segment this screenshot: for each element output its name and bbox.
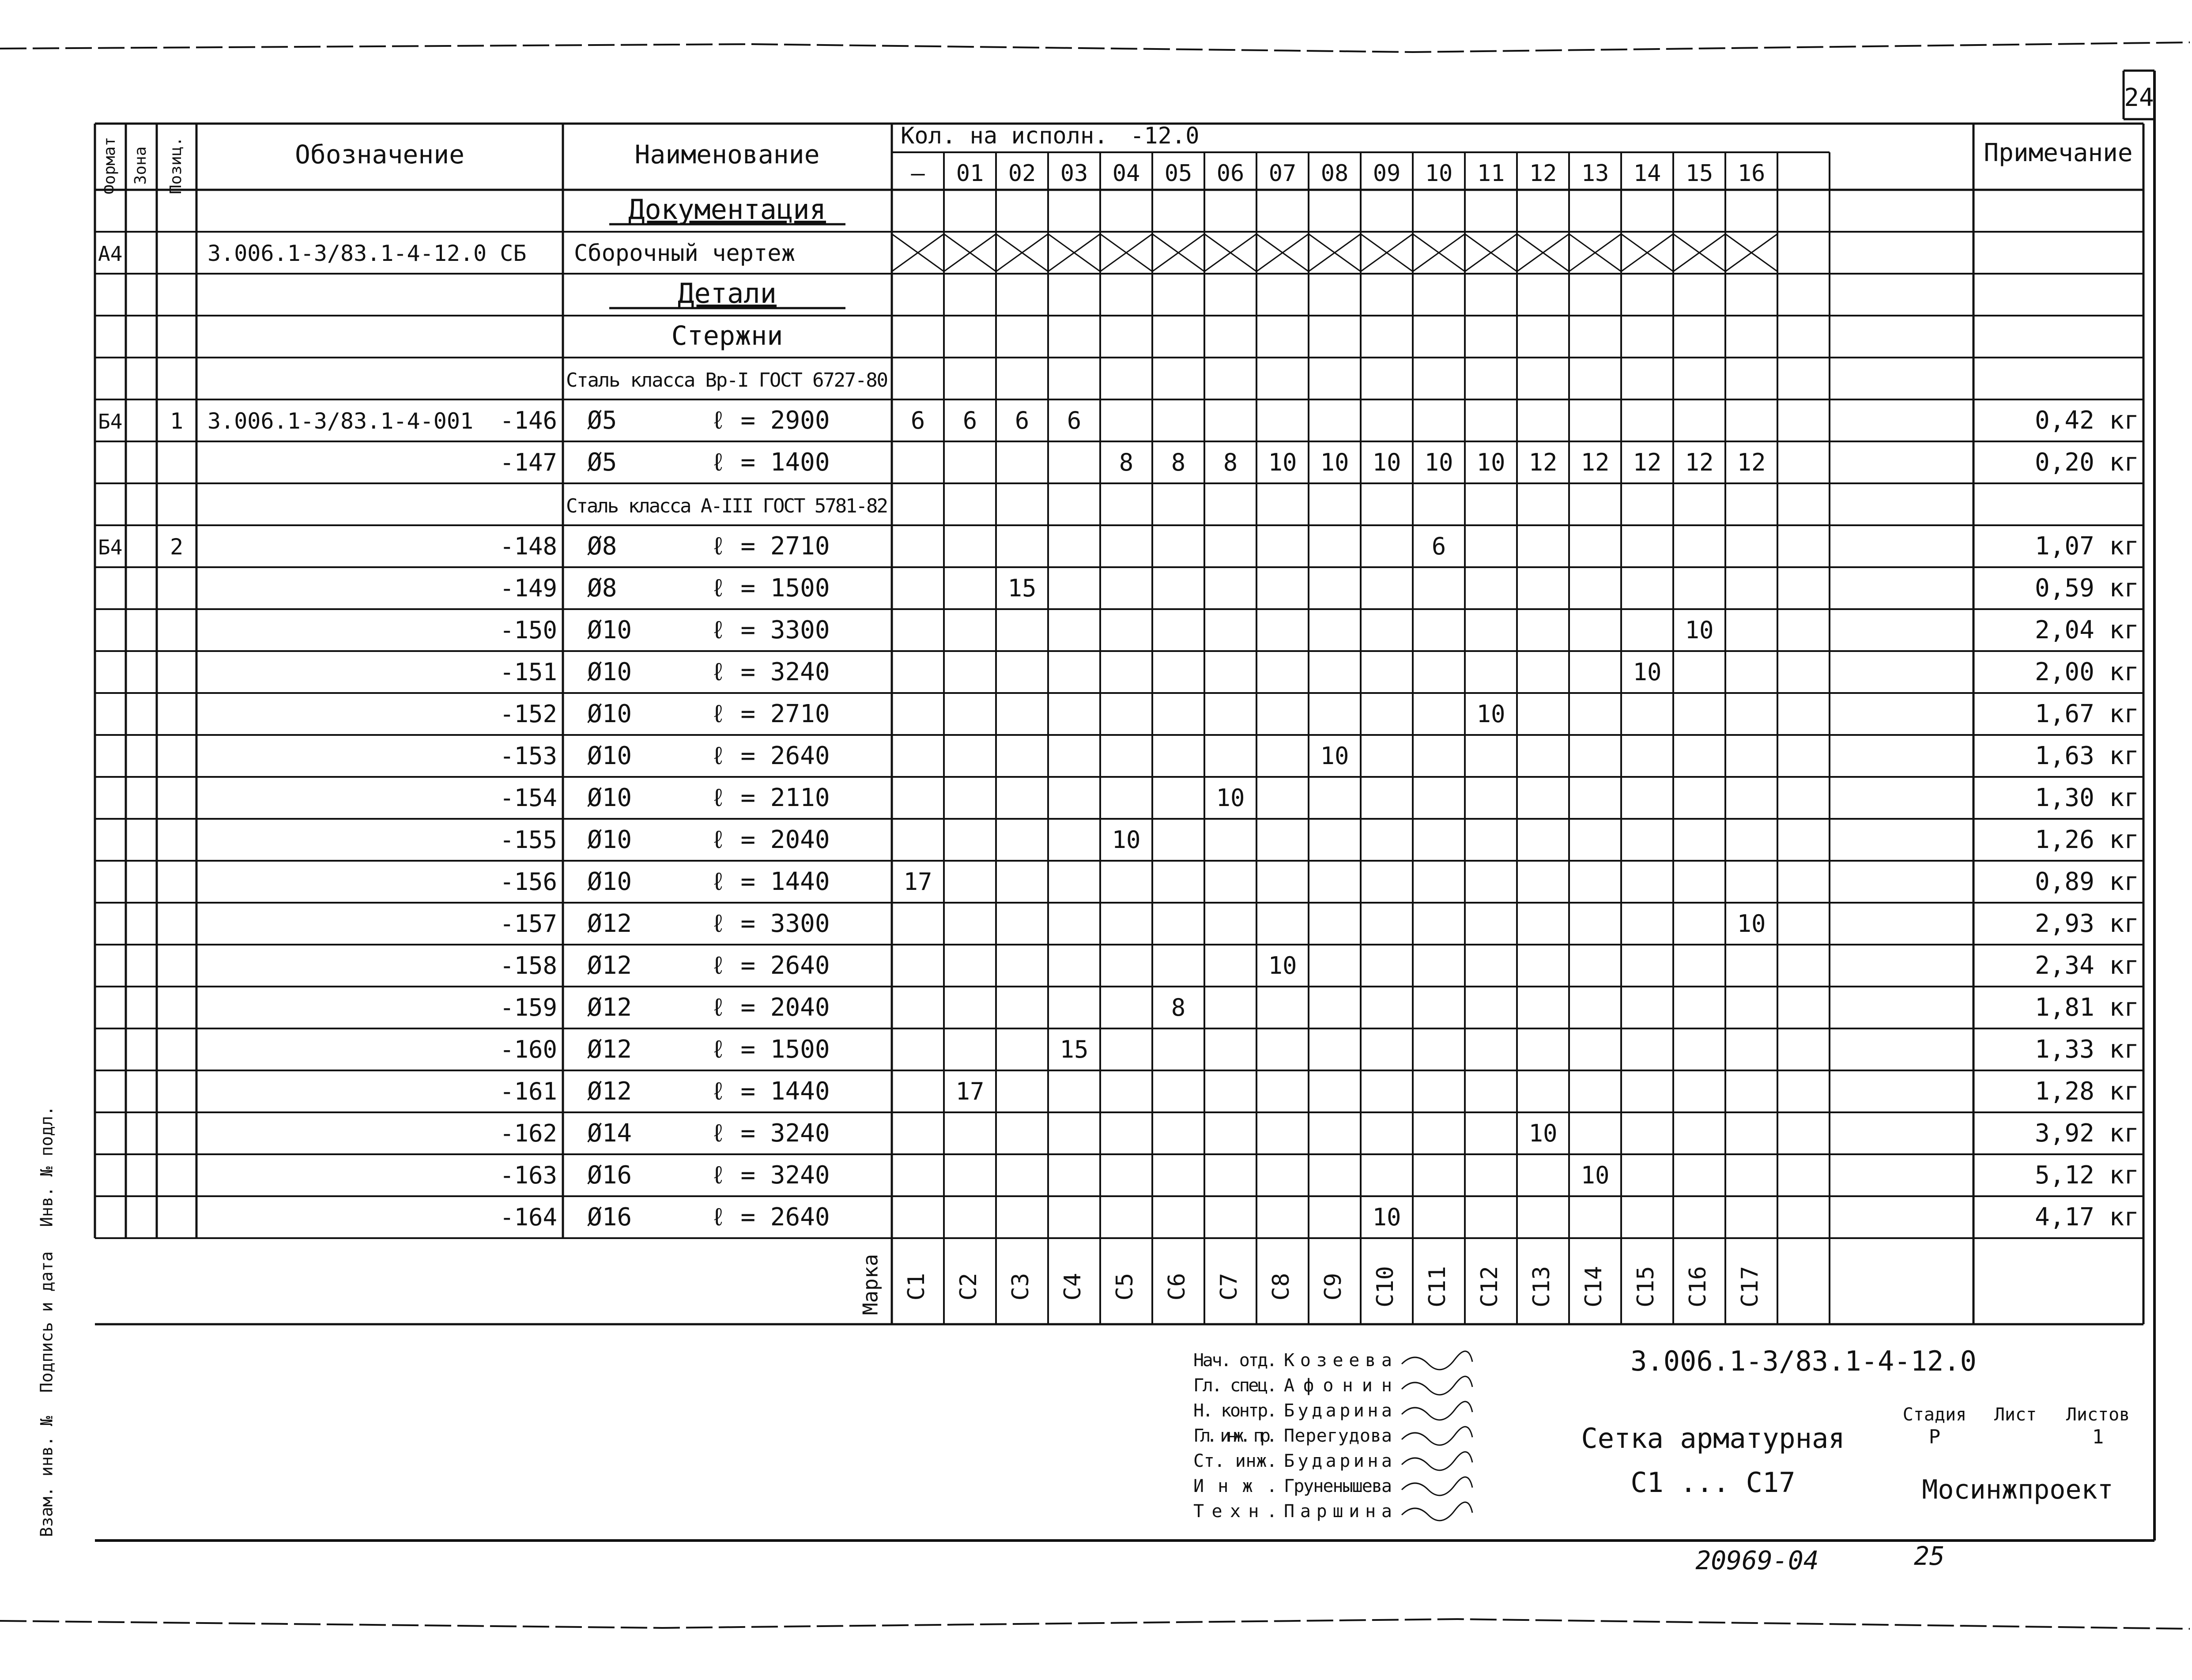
header-note: Примечание [1984, 139, 2133, 167]
section-heading: Детали [678, 277, 777, 309]
row-note: 1,28 кг [2034, 1077, 2139, 1106]
mark-label: С4 [1060, 1273, 1086, 1301]
row-note: 1,67 кг [2034, 700, 2139, 728]
signature-name: Бударина [1284, 1451, 1392, 1471]
row-suffix: -164 [499, 1203, 557, 1231]
stamp-label: Взам. инв. № [37, 1416, 57, 1537]
row-note: 1,30 кг [2034, 783, 2139, 812]
qty-cell: 10 [1268, 448, 1297, 476]
handwritten-signature [1402, 1376, 1472, 1395]
stamp-label: Инв. № подл. [37, 1106, 57, 1227]
qty-cell: 8 [1171, 448, 1186, 476]
row-diameter: Ø8 [587, 532, 617, 561]
mark-label: С2 [955, 1273, 982, 1301]
row-length: ℓ = 2640 [711, 951, 830, 980]
row-suffix: -163 [499, 1161, 557, 1189]
row-length: ℓ = 2110 [711, 783, 830, 812]
qty-cell: 10 [1581, 1161, 1610, 1189]
qty-cell: 10 [1528, 1119, 1558, 1147]
row-diameter: Ø12 [587, 1035, 632, 1064]
row-length: ℓ = 2040 [711, 993, 830, 1022]
qty-cell: 8 [1171, 994, 1186, 1021]
drawing-title: Сетка арматурная [1581, 1422, 1845, 1454]
row-suffix: -150 [499, 616, 557, 644]
row-suffix: -156 [499, 868, 557, 896]
row-suffix: -161 [499, 1077, 557, 1105]
side-stamp [37, 1101, 95, 1541]
row-note: 2,34 кг [2034, 951, 2139, 980]
mark-label: С1 [903, 1273, 930, 1301]
qty-cell: 8 [1223, 448, 1238, 476]
qty-cell: 17 [955, 1077, 985, 1105]
row-diameter: Ø10 [587, 742, 632, 770]
stage-value: Р [1928, 1426, 1941, 1448]
row-note: 5,12 кг [2034, 1161, 2139, 1190]
qty-cell: 6 [1015, 407, 1030, 434]
qty-cell: 8 [1119, 448, 1134, 476]
row-note: 0,42 кг [2034, 406, 2139, 435]
header-vertical-label: Позиц. [167, 136, 185, 195]
row-suffix: -160 [499, 1036, 557, 1063]
mark-label: С12 [1476, 1266, 1503, 1307]
sheet-number: 24 [2124, 83, 2154, 112]
header-vertical-label: Зона [132, 146, 150, 185]
table-grid [95, 124, 2143, 1324]
handwritten-signature [1402, 1401, 1472, 1420]
header-variant: 08 [1320, 160, 1349, 187]
qty-cell: 12 [1581, 448, 1610, 476]
row-suffix: -159 [499, 994, 557, 1021]
row-length: ℓ = 3300 [711, 909, 830, 938]
row-suffix: -154 [499, 784, 557, 812]
qty-cell: 10 [1216, 784, 1245, 812]
row-length: ℓ = 2710 [711, 532, 830, 561]
marks-label: Марка [858, 1254, 883, 1315]
header-qty-suffix: -12.0 [1130, 123, 1200, 149]
subsection-heading: Сталь класса Вр-I ГОСТ 6727-80 [566, 369, 888, 392]
signature-role: Гл. спец. [1193, 1375, 1277, 1396]
mark-label: С15 [1633, 1266, 1659, 1307]
qty-cell: 6 [910, 407, 925, 434]
stamp-label: Подпись и дата [37, 1251, 57, 1393]
row-diameter: Ø10 [587, 700, 632, 728]
header-variant: 07 [1268, 160, 1297, 187]
row-diameter: Ø16 [587, 1203, 632, 1232]
row-note: 1,07 кг [2034, 532, 2139, 561]
sheet-label: Лист [1994, 1405, 2037, 1425]
signature-role: Техн. [1193, 1501, 1277, 1522]
header-variant: 05 [1164, 160, 1192, 187]
header-variant: 14 [1633, 160, 1661, 187]
row-note: 1,63 кг [2034, 742, 2139, 770]
stage-label: Стадия [1902, 1405, 1967, 1425]
header-vertical-label: Формат [101, 136, 119, 195]
signature-role: Нач. отд. [1193, 1350, 1277, 1371]
header-variant: 12 [1529, 160, 1557, 187]
header-variant: 11 [1477, 160, 1505, 187]
mark-label: С9 [1320, 1273, 1347, 1301]
row-length: ℓ = 1500 [711, 574, 830, 603]
row-length: ℓ = 2040 [711, 825, 830, 854]
row-length: ℓ = 3240 [711, 658, 830, 686]
header-variant: 16 [1737, 160, 1766, 187]
drawing-subtitle: С1 ... С17 [1630, 1466, 1796, 1499]
qty-cell: 10 [1685, 616, 1714, 644]
row-diameter: Ø12 [587, 1077, 632, 1106]
row-diameter: Ø5 [587, 448, 617, 477]
row-length: ℓ = 2710 [711, 700, 830, 728]
signature-role: Н. контр. [1193, 1401, 1277, 1421]
row-note: 2,00 кг [2034, 658, 2139, 686]
header-variant: 13 [1581, 160, 1609, 187]
qty-cell: 10 [1424, 448, 1453, 476]
qty-cell: 10 [1476, 700, 1505, 728]
signature-name: Перегудова [1284, 1426, 1392, 1446]
subsection-heading: Стержни [671, 320, 783, 351]
signature-role: Инж. [1193, 1476, 1277, 1496]
qty-cell: 6 [1431, 532, 1446, 560]
qty-cell: 10 [1112, 826, 1141, 854]
row-length: ℓ = 3240 [711, 1161, 830, 1190]
table-content [98, 123, 2139, 1315]
row-length: ℓ = 1500 [711, 1035, 830, 1064]
qty-cell: 15 [1007, 574, 1037, 602]
signature-name: Паршина [1284, 1501, 1392, 1522]
header-variant: – [911, 160, 925, 187]
header-variant: 01 [956, 160, 984, 187]
row-suffix: -151 [499, 658, 557, 686]
organization: Мосинжпроект [1922, 1474, 2113, 1505]
frame [0, 42, 2190, 1629]
row-designation: 3.006.1-3/83.1-4-12.0 СБ [208, 241, 527, 266]
title-block [1190, 1324, 2143, 1541]
row-note: 4,17 кг [2034, 1203, 2139, 1232]
mark-label: С10 [1372, 1266, 1399, 1307]
sheets-label: Листов [2066, 1405, 2130, 1425]
row-diameter: Ø12 [587, 993, 632, 1022]
handwritten-signature [1402, 1502, 1472, 1521]
row-length: ℓ = 3240 [711, 1119, 830, 1148]
sheets-value: 1 [2092, 1426, 2104, 1448]
row-note: 2,93 кг [2034, 909, 2139, 938]
row-diameter: Ø16 [587, 1161, 632, 1190]
header-name: Наименование [634, 139, 820, 170]
header-designation: Обозначение [294, 139, 465, 170]
row-diameter: Ø10 [587, 867, 632, 896]
mark-label: С6 [1164, 1273, 1190, 1301]
header-variant: 04 [1112, 160, 1140, 187]
row-position: 1 [170, 408, 184, 434]
signature-name: Груненышева [1284, 1476, 1392, 1496]
signature-name: Бударина [1284, 1401, 1392, 1421]
mark-label: С8 [1268, 1273, 1294, 1301]
row-note: 1,33 кг [2034, 1035, 2139, 1064]
header-variant: 02 [1008, 160, 1036, 187]
handwritten-signature [1402, 1452, 1472, 1470]
signature-name: Козеева [1284, 1350, 1392, 1371]
signature-role: Ст. инж. [1193, 1451, 1277, 1471]
row-diameter: Ø10 [587, 825, 632, 854]
row-suffix: -148 [499, 532, 557, 560]
row-note: 0,20 кг [2034, 448, 2139, 477]
header-variant: 10 [1425, 160, 1453, 187]
mark-label: С13 [1528, 1266, 1555, 1307]
row-suffix: -155 [499, 826, 557, 854]
qty-cell: 12 [1633, 448, 1662, 476]
row-format: Б4 [98, 535, 123, 559]
row-diameter: Ø5 [587, 406, 617, 435]
qty-cell: 12 [1528, 448, 1558, 476]
row-format: А4 [98, 242, 123, 266]
mark-label: С3 [1007, 1273, 1034, 1301]
row-diameter: Ø10 [587, 616, 632, 644]
drawing-code: 3.006.1-3/83.1-4-12.0 [1630, 1345, 1977, 1377]
qty-cell: 10 [1268, 952, 1297, 979]
row-note: 0,59 кг [2034, 574, 2139, 603]
row-note: 3,92 кг [2034, 1119, 2139, 1148]
row-note: 0,89 кг [2034, 867, 2139, 896]
row-suffix: -157 [499, 910, 557, 938]
qty-cell: 6 [962, 407, 977, 434]
row-diameter: Ø12 [587, 909, 632, 938]
header-variant: 15 [1685, 160, 1713, 187]
subsection-heading: Сталь класса А-III ГОСТ 5781-82 [566, 495, 888, 517]
qty-cell: 10 [1476, 448, 1505, 476]
qty-cell: 6 [1067, 407, 1082, 434]
row-length: ℓ = 1440 [711, 1077, 830, 1106]
qty-cell: 10 [1372, 1203, 1401, 1231]
section-heading: Документация [628, 193, 826, 226]
row-length: ℓ = 2640 [711, 1203, 830, 1232]
header-variant: 03 [1060, 160, 1088, 187]
mark-label: С17 [1737, 1266, 1763, 1307]
row-suffix: -158 [499, 952, 557, 979]
qty-cell: 12 [1685, 448, 1714, 476]
row-note: 2,04 кг [2034, 616, 2139, 644]
qty-cell: 15 [1060, 1036, 1089, 1063]
header-variant: 09 [1373, 160, 1401, 187]
row-suffix: -153 [499, 742, 557, 770]
row-diameter: Ø8 [587, 574, 617, 603]
row-format: Б4 [98, 410, 123, 433]
row-suffix: -146 [499, 407, 557, 434]
row-position: 2 [170, 534, 184, 560]
mark-label: С5 [1112, 1273, 1138, 1301]
row-designation: 3.006.1-3/83.1-4-001 [208, 408, 474, 434]
qty-cell: 10 [1633, 658, 1662, 686]
qty-cell: 10 [1320, 448, 1349, 476]
row-suffix: -149 [499, 574, 557, 602]
row-length: ℓ = 3300 [711, 616, 830, 644]
row-length: ℓ = 2640 [711, 742, 830, 770]
row-diameter: Ø14 [587, 1119, 632, 1148]
row-suffix: -162 [499, 1119, 557, 1147]
handwritten-signature [1402, 1351, 1472, 1370]
qty-cell: 10 [1737, 910, 1766, 938]
row-note: 1,26 кг [2034, 825, 2139, 854]
row-length: ℓ = 1400 [711, 448, 830, 477]
row-length: ℓ = 1440 [711, 867, 830, 896]
row-suffix: -147 [499, 448, 557, 476]
header-variant: 06 [1216, 160, 1245, 187]
row-diameter: Ø10 [587, 783, 632, 812]
qty-cell: 10 [1320, 742, 1349, 770]
row-note: 1,81 кг [2034, 993, 2139, 1022]
handwritten-signature [1402, 1477, 1472, 1495]
row-name: Сборочный чертеж [574, 240, 795, 267]
signature-role: Гл. инж. пр. [1193, 1426, 1277, 1446]
handwritten-signature [1402, 1427, 1472, 1445]
header-qty-label: Кол. на исполн. [901, 123, 1108, 149]
mark-label: С7 [1216, 1273, 1242, 1301]
row-suffix: -152 [499, 700, 557, 728]
footer-number: 20969-04 [1695, 1545, 1819, 1575]
row-diameter: Ø10 [587, 658, 632, 686]
mark-label: С14 [1581, 1266, 1607, 1307]
row-diameter: Ø12 [587, 951, 632, 980]
row-length: ℓ = 2900 [711, 406, 830, 435]
footer-page: 25 [1914, 1541, 1945, 1571]
mark-label: С16 [1685, 1266, 1711, 1307]
qty-cell: 12 [1737, 448, 1766, 476]
mark-label: С11 [1424, 1266, 1451, 1307]
qty-cell: 17 [903, 868, 932, 896]
signature-name: Афонин [1284, 1375, 1392, 1396]
qty-cell: 10 [1372, 448, 1401, 476]
